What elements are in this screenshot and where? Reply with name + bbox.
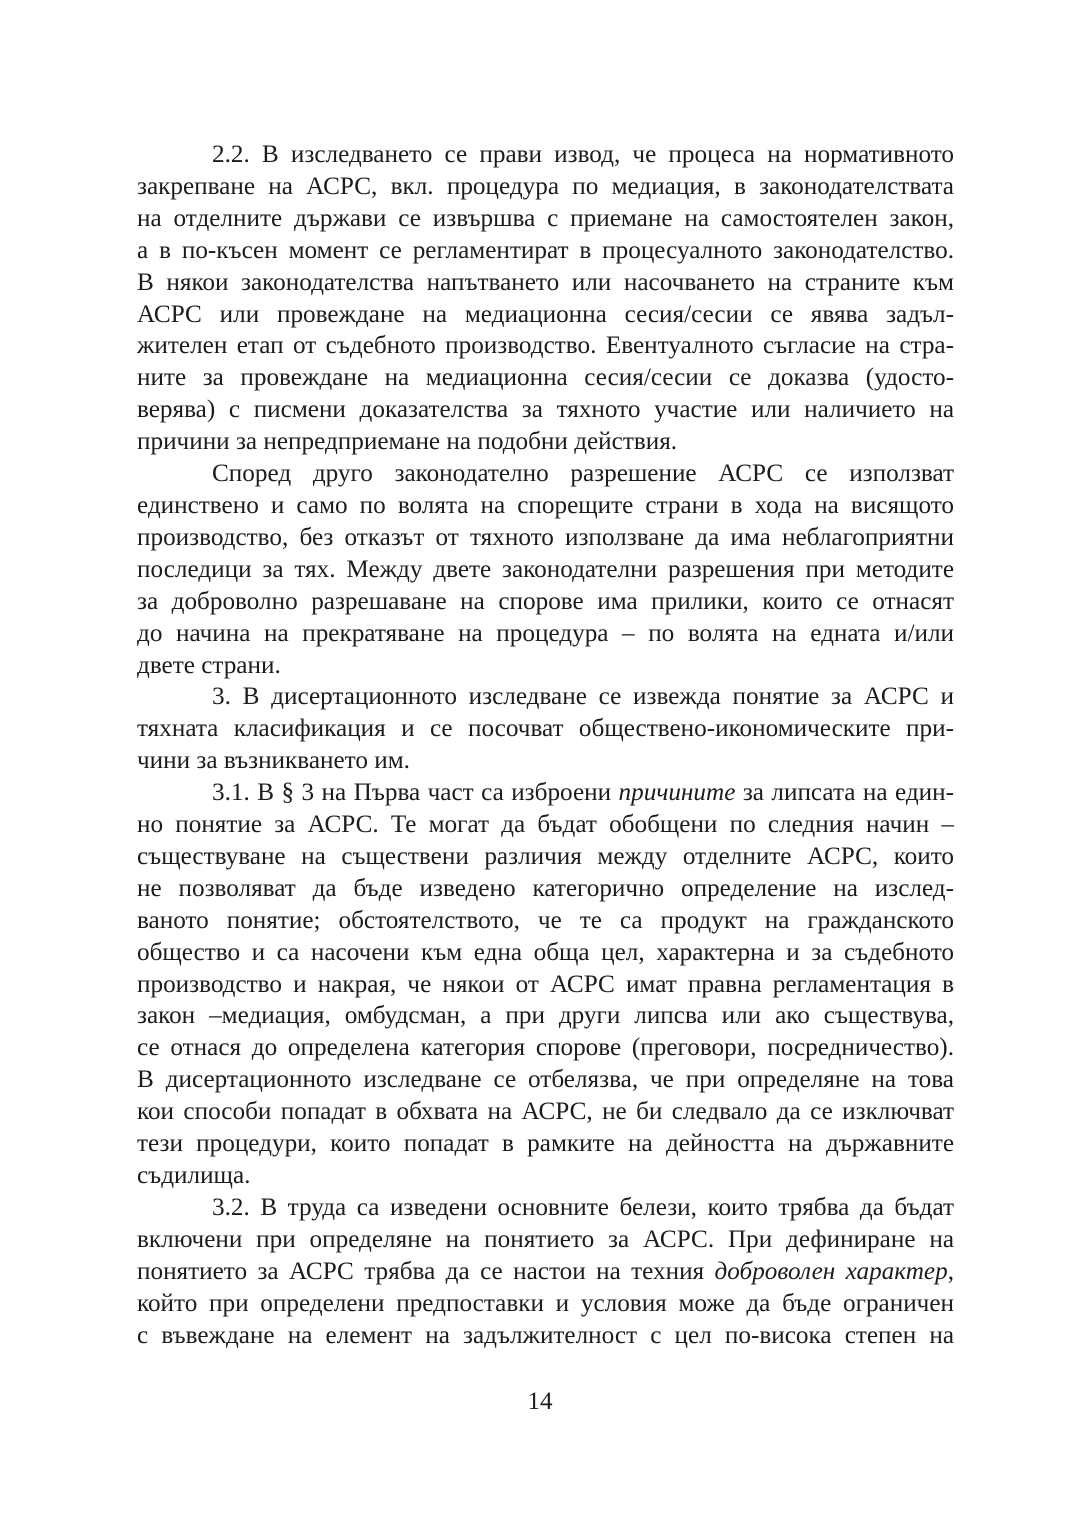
text-line: за доброволно разрешаване на спорове има прилики, които се отнасят <box>137 587 954 615</box>
text-segment: понятието за АСРС трябва да се настои на техния <box>137 1257 715 1285</box>
text-line <box>137 777 954 809</box>
text-line: тези процедури, които попадат в рамките на дейността на държавните <box>137 1130 954 1158</box>
text-line <box>137 1256 954 1288</box>
page-number: 14 <box>527 1388 553 1415</box>
paragraph-other-solution <box>137 458 954 681</box>
text-line: Според друго законодателно разрешение АСРС се използват <box>212 460 954 488</box>
paragraph-2-2 <box>137 139 954 458</box>
text-line: се отнася до определена категория спорове (преговори, посредничество). <box>137 1034 954 1062</box>
text-line: производство и накрая, че някои от АСРС имат правна регламентация в <box>137 970 954 998</box>
paragraph-3-1 <box>137 777 954 1192</box>
text-line: не позволяват да бъде изведено категорично определение на изслед- <box>137 874 954 902</box>
paragraph-3-2 <box>137 1192 954 1352</box>
text-line: с въвеждане на елемент на задължителност с цел по-висока степен на <box>137 1321 954 1349</box>
text-line: 2.2. В изследването се прави извод, че процеса на нормативното <box>212 141 954 168</box>
text-line: съдилища. <box>137 1162 251 1189</box>
emphasis-text: доброволен характер <box>714 1257 948 1285</box>
text-line: верява) с писмени доказателства за тяхното участие или наличието на <box>137 396 954 424</box>
text-line: тяхната класификация и се посочват обществено-икономическите при- <box>137 715 954 743</box>
text-line: на отделните държави се извършва с приемане на самостоятелен закон, <box>137 204 954 232</box>
text-line: жителен етап от съдебното производство. Евентуалното съгласие на стра- <box>137 332 954 360</box>
text-line: до начина на прекратяване на процедура – по волята на едната и/или <box>137 619 954 647</box>
text-line: включени при определяне на понятието за АСРС. При дефиниране на <box>137 1225 954 1253</box>
document-page <box>137 139 954 1351</box>
text-line: общество и са насочени към една обща цел, характерна и за съдебното <box>137 938 954 966</box>
text-line: последици за тях. Между двете законодателни разрешения при методите <box>137 555 954 583</box>
text-line: закон –медиация, омбудсман, а при други липсва или ако съществува, <box>137 1002 954 1030</box>
text-line: а в по-късен момент се регламентират в процесуалното законодателство. <box>137 236 954 264</box>
text-line: АСРС или провеждане на медиационна сесия/сесии се явява задъл- <box>137 300 954 328</box>
text-line: ните за провеждане на медиационна сесия/сесии се доказва (удосто- <box>137 364 954 392</box>
text-line: двете страни. <box>137 651 281 679</box>
text-line: причини за непредприемане на подобни действия. <box>137 428 678 456</box>
text-line: В някои законодателства напътването или насочването на страните към <box>137 268 954 296</box>
text-line: който при определени предпоставки и условия може да бъде ограничен <box>137 1289 954 1317</box>
paragraph-3 <box>137 681 954 777</box>
text-line: 3.2. В труда са изведени основните белези, които трябва да бъдат <box>212 1193 954 1221</box>
text-line: ваното понятие; обстоятелството, че те са продукт на гражданското <box>137 906 954 934</box>
text-segment: 3.1. В § 3 на Първа част са изброени <box>212 779 619 807</box>
text-segment: , <box>947 1257 954 1285</box>
text-line: кои способи попадат в обхвата на АСРС, не би следвало да се изключват <box>137 1098 954 1126</box>
text-line: но понятие за АСРС. Те могат да бъдат обобщени по следния начин – <box>137 811 954 839</box>
text-line: съществуване на съществени различия между отделните АСРС, които <box>137 842 954 870</box>
text-segment: за липсата на един- <box>735 779 954 807</box>
text-line: 3. В дисертационното изследване се извежда понятие за АСРС и <box>212 683 954 711</box>
text-line: чини за възникването им. <box>137 747 410 775</box>
text-line: закрепване на АСРС, вкл. процедура по медиация, в законодателствата <box>137 172 954 200</box>
text-line: В дисертационното изследване се отбелязва, че при определяне на това <box>137 1066 954 1094</box>
emphasis-text: причините <box>618 779 736 807</box>
text-line: производство, без отказът от тяхното използване да има неблагоприятни <box>137 523 954 551</box>
text-line: единствено и само по волята на спорещите страни в хода на висящото <box>137 491 954 519</box>
